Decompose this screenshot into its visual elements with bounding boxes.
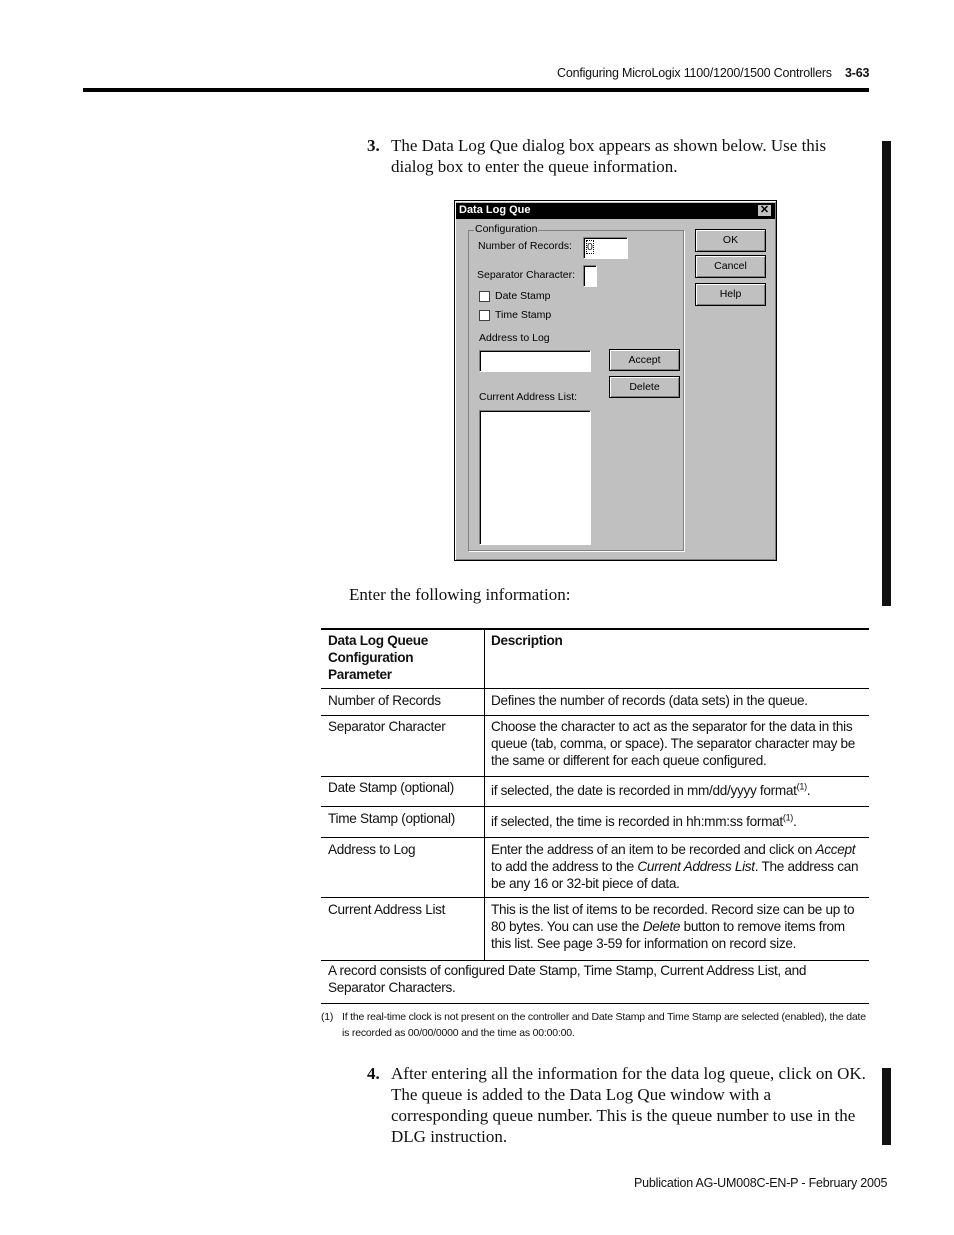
- table-column-divider: [484, 630, 485, 961]
- table-top-rule: [321, 628, 869, 630]
- row-rule: [321, 688, 869, 689]
- row-rule: [321, 715, 869, 716]
- date-stamp-checkbox[interactable]: [479, 291, 490, 302]
- desc-number-of-records: Defines the number of records (data sets) in the queue.: [491, 693, 808, 708]
- address-to-log-input[interactable]: [479, 350, 591, 372]
- page-number: 3-63: [845, 66, 870, 80]
- param-address-to-log: Address to Log: [328, 842, 416, 857]
- configuration-group-label: Configuration: [475, 223, 538, 235]
- current-address-listbox[interactable]: [479, 410, 591, 545]
- time-stamp-checkbox[interactable]: [479, 310, 490, 321]
- change-bar: [882, 141, 891, 606]
- time-stamp-label: Time Stamp: [495, 309, 552, 321]
- param-number-of-records: Number of Records: [328, 693, 441, 708]
- param-separator-character: Separator Character: [328, 719, 446, 734]
- param-time-stamp: Time Stamp (optional): [328, 811, 455, 826]
- cancel-button[interactable]: Cancel: [695, 255, 766, 278]
- row-rule: [321, 960, 869, 961]
- number-of-records-input[interactable]: [583, 237, 628, 259]
- row-rule: [321, 837, 869, 838]
- param-date-stamp: Date Stamp (optional): [328, 780, 454, 795]
- row-rule: [321, 897, 869, 898]
- desc-date-stamp: if selected, the date is recorded in mm/dd/yyyy format$^{(1)}$.: [491, 781, 811, 798]
- desc-address-to-log: Enter the address of an item to be recorded and click on Accept to add the address to the Current Address List. The address can be any 16 or 32-bit piece of data.: [491, 842, 859, 891]
- change-bar: [882, 1068, 891, 1145]
- row-rule: [321, 776, 869, 777]
- number-of-records-label: Number of Records:: [478, 240, 572, 252]
- step-number: 3.: [367, 136, 380, 155]
- separator-character-label: Separator Character:: [477, 269, 576, 281]
- desc-current-address-list: This is the list of items to be recorded. Record size can be up to 80 bytes. You can use the Delete button to remove items from this list. See page 3-59 for information on record size.: [491, 902, 855, 951]
- ok-button[interactable]: OK: [695, 229, 766, 252]
- chapter-title: Configuring MicroLogix 1100/1200/1500 Controllers: [557, 66, 832, 80]
- row-rule: [321, 806, 869, 807]
- step-text: After entering all the information for the data log queue, click on OK. The queue is added to the Data Log Que window with a corresponding queue number. This is the queue number to use in the DLG instruction.: [391, 1064, 866, 1146]
- accept-button[interactable]: Accept: [609, 349, 680, 371]
- step-text: The Data Log Que dialog box appears as shown below. Use this dialog box to enter the queue information.: [391, 136, 827, 176]
- table-header-description: Description: [491, 633, 563, 648]
- step-number: 4.: [367, 1064, 380, 1083]
- header-rule: [83, 88, 869, 92]
- param-current-address-list: Current Address List: [328, 902, 446, 917]
- table-header-parameter: Data Log Queue Configuration Parameter: [328, 633, 429, 682]
- close-icon[interactable]: ✕: [757, 204, 772, 217]
- date-stamp-label: Date Stamp: [495, 290, 551, 302]
- desc-separator-character: Choose the character to act as the separator for the data in this queue (tab, comma, or space). The separator character may be the same or different for each queue configured.: [491, 719, 856, 768]
- help-button[interactable]: Help: [695, 283, 766, 306]
- footnote-text: If the real-time clock is not present on the controller and Date Stamp and Time Stamp are selected (enabled), the date is recorded as 00/00/0000 and the time as 00:00:00.: [342, 1011, 866, 1039]
- current-address-list-label: Current Address List:: [479, 391, 578, 403]
- address-to-log-label: Address to Log: [479, 332, 550, 344]
- delete-button[interactable]: Delete: [609, 376, 680, 398]
- intro-text: Enter the following information:: [349, 585, 571, 604]
- desc-time-stamp: if selected, the time is recorded in hh:mm:ss format$^{(1)}$.: [491, 812, 797, 829]
- footnote-mark: (1): [321, 1011, 334, 1023]
- number-of-records-value: 0: [587, 241, 593, 253]
- table-note: A record consists of configured Date Stamp, Time Stamp, Current Address List, and Separator Characters.: [328, 963, 807, 995]
- publication-footer: Publication AG-UM008C-EN-P - February 2005: [634, 1176, 888, 1190]
- separator-character-input[interactable]: [583, 265, 597, 287]
- dialog-title: Data Log Que: [459, 204, 531, 216]
- table-bottom-rule: [321, 1003, 869, 1004]
